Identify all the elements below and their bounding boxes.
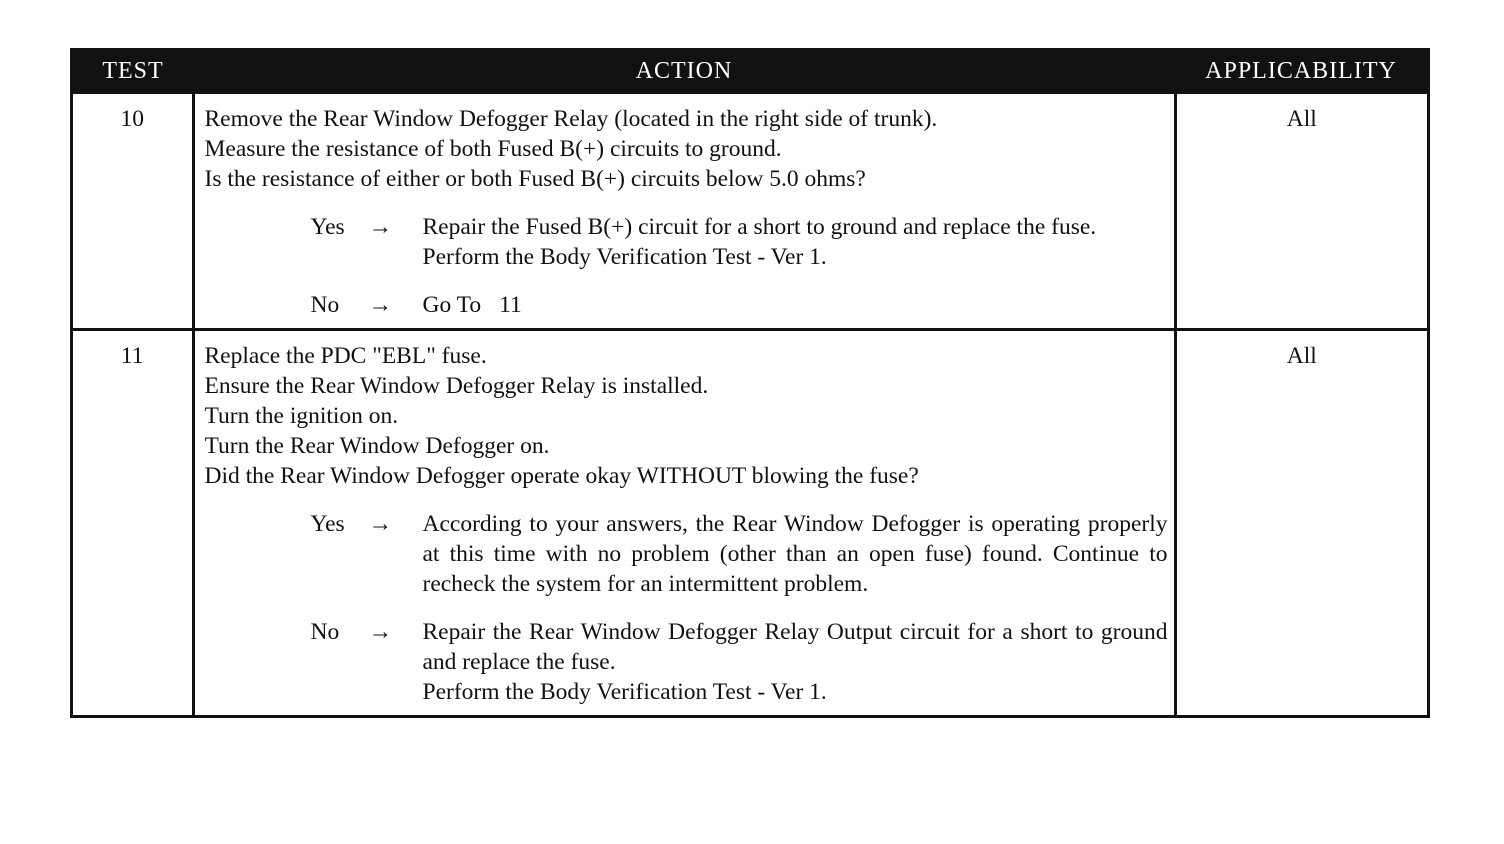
test-table bbox=[73, 51, 1427, 715]
test-number: 11 bbox=[73, 330, 193, 716]
no-result bbox=[423, 617, 1168, 707]
result-line: Perform the Body Verification Test - Ver 1. bbox=[422, 679, 827, 705]
header-test: TEST bbox=[73, 51, 193, 93]
applicability-cell: All bbox=[1175, 330, 1427, 716]
goto-number: 11 bbox=[499, 292, 522, 318]
action-line: Turn the ignition on. bbox=[204, 403, 399, 429]
arrow-icon: → bbox=[368, 511, 392, 537]
yes-label: Yes bbox=[310, 214, 345, 240]
applicability-cell: All bbox=[1175, 93, 1427, 330]
table-row bbox=[73, 330, 1427, 716]
yes-result bbox=[423, 212, 1168, 272]
result-line: Repair the Rear Window Defogger Relay Output circuit for a short to ground and replace the fuse. bbox=[422, 619, 1168, 675]
arrow-icon: → bbox=[368, 292, 392, 318]
header-row bbox=[73, 51, 1427, 93]
no-result bbox=[423, 290, 1168, 320]
action-line: Remove the Rear Window Defogger Relay (located in the right side of trunk). bbox=[204, 106, 938, 132]
no-outcome bbox=[205, 617, 1168, 707]
action-line: Measure the resistance of both Fused B(+) circuits to ground. bbox=[204, 136, 782, 162]
action-line: Replace the PDC "EBL" fuse. bbox=[204, 343, 487, 369]
action-line: Turn the Rear Window Defogger on. bbox=[204, 433, 550, 459]
action-cell bbox=[193, 93, 1175, 330]
no-label: No bbox=[310, 292, 340, 318]
yes-label: Yes bbox=[310, 511, 345, 537]
header-applicability: APPLICABILITY bbox=[1175, 51, 1427, 93]
header-action: ACTION bbox=[193, 51, 1175, 93]
table-row bbox=[73, 93, 1427, 330]
result-line: Repair the Fused B(+) circuit for a short to ground and replace the fuse. bbox=[422, 214, 1097, 240]
action-line: Is the resistance of either or both Fused B(+) circuits below 5.0 ohms? bbox=[204, 166, 866, 192]
action-cell bbox=[193, 330, 1175, 716]
test-number: 10 bbox=[73, 93, 193, 330]
action-line: Did the Rear Window Defogger operate okay WITHOUT blowing the fuse? bbox=[204, 463, 919, 489]
arrow-icon: → bbox=[368, 619, 392, 645]
no-outcome bbox=[205, 290, 1168, 320]
no-label: No bbox=[310, 619, 340, 645]
result-line: According to your answers, the Rear Window Defogger is operating properly at this time with no problem (other than an open fuse) found. Continue to recheck the system for an intermittent problem. bbox=[422, 511, 1168, 597]
diagnostic-table bbox=[70, 48, 1430, 718]
yes-outcome bbox=[205, 212, 1168, 272]
arrow-icon: → bbox=[368, 214, 392, 240]
goto-text: Go To bbox=[422, 292, 482, 318]
action-line: Ensure the Rear Window Defogger Relay is installed. bbox=[204, 373, 709, 399]
yes-result bbox=[423, 509, 1168, 599]
yes-outcome bbox=[205, 509, 1168, 599]
result-line: Perform the Body Verification Test - Ver 1. bbox=[422, 244, 827, 270]
